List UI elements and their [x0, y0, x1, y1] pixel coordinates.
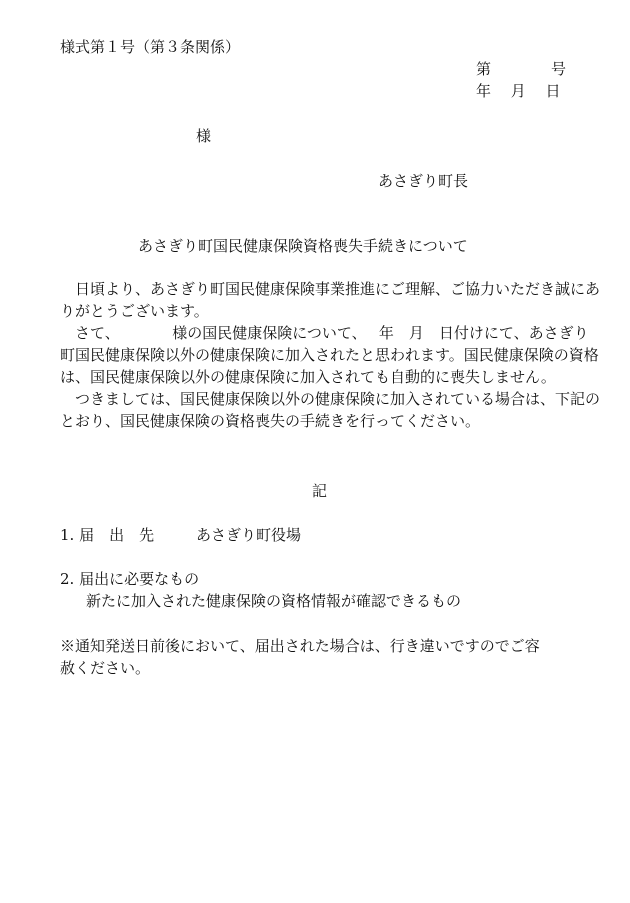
- form-number: 様式第１号（第３条関係）: [60, 38, 241, 56]
- note-line-2: 赦ください。: [60, 659, 151, 677]
- document-number: 第 号: [476, 60, 567, 78]
- body-text: [60, 278, 600, 432]
- item1-label: 1. 届 出 先: [60, 526, 155, 544]
- document-title: あさぎり町国民健康保険資格喪失手続きについて: [138, 237, 468, 255]
- document-date: 年 月 日: [476, 82, 561, 100]
- note-line-1: ※通知発送日前後において、届出された場合は、行き違いですのでご容: [60, 637, 540, 655]
- item2-label: 2. 届出に必要なもの: [60, 570, 200, 588]
- item2-value: 新たに加入された健康保険の資格情報が確認できるもの: [86, 592, 462, 610]
- body-paragraph: さて、 様の国民健康保険について、 年 月 日付けにて、あさぎり町国民健康保険以外の健康保険に加入されたと思われます。国民健康保険の資格は、国民健康保険以外の健康保険に加入されても自動的に喪失しません。: [60, 324, 599, 386]
- ki-heading: 記: [312, 482, 328, 500]
- body-paragraph: 日頃より、あさぎり町国民健康保険事業推進にご理解、ご協力いただき誠にありがとうございます。: [60, 280, 601, 320]
- recipient: 様: [196, 127, 212, 145]
- item1-value: あさぎり町役場: [196, 526, 302, 544]
- sender: あさぎり町長: [378, 172, 469, 190]
- body-paragraph: つきましては、国民健康保険以外の健康保険に加入されている場合は、下記のとおり、国民健康保険の資格喪失の手続きを行ってください。: [60, 390, 601, 430]
